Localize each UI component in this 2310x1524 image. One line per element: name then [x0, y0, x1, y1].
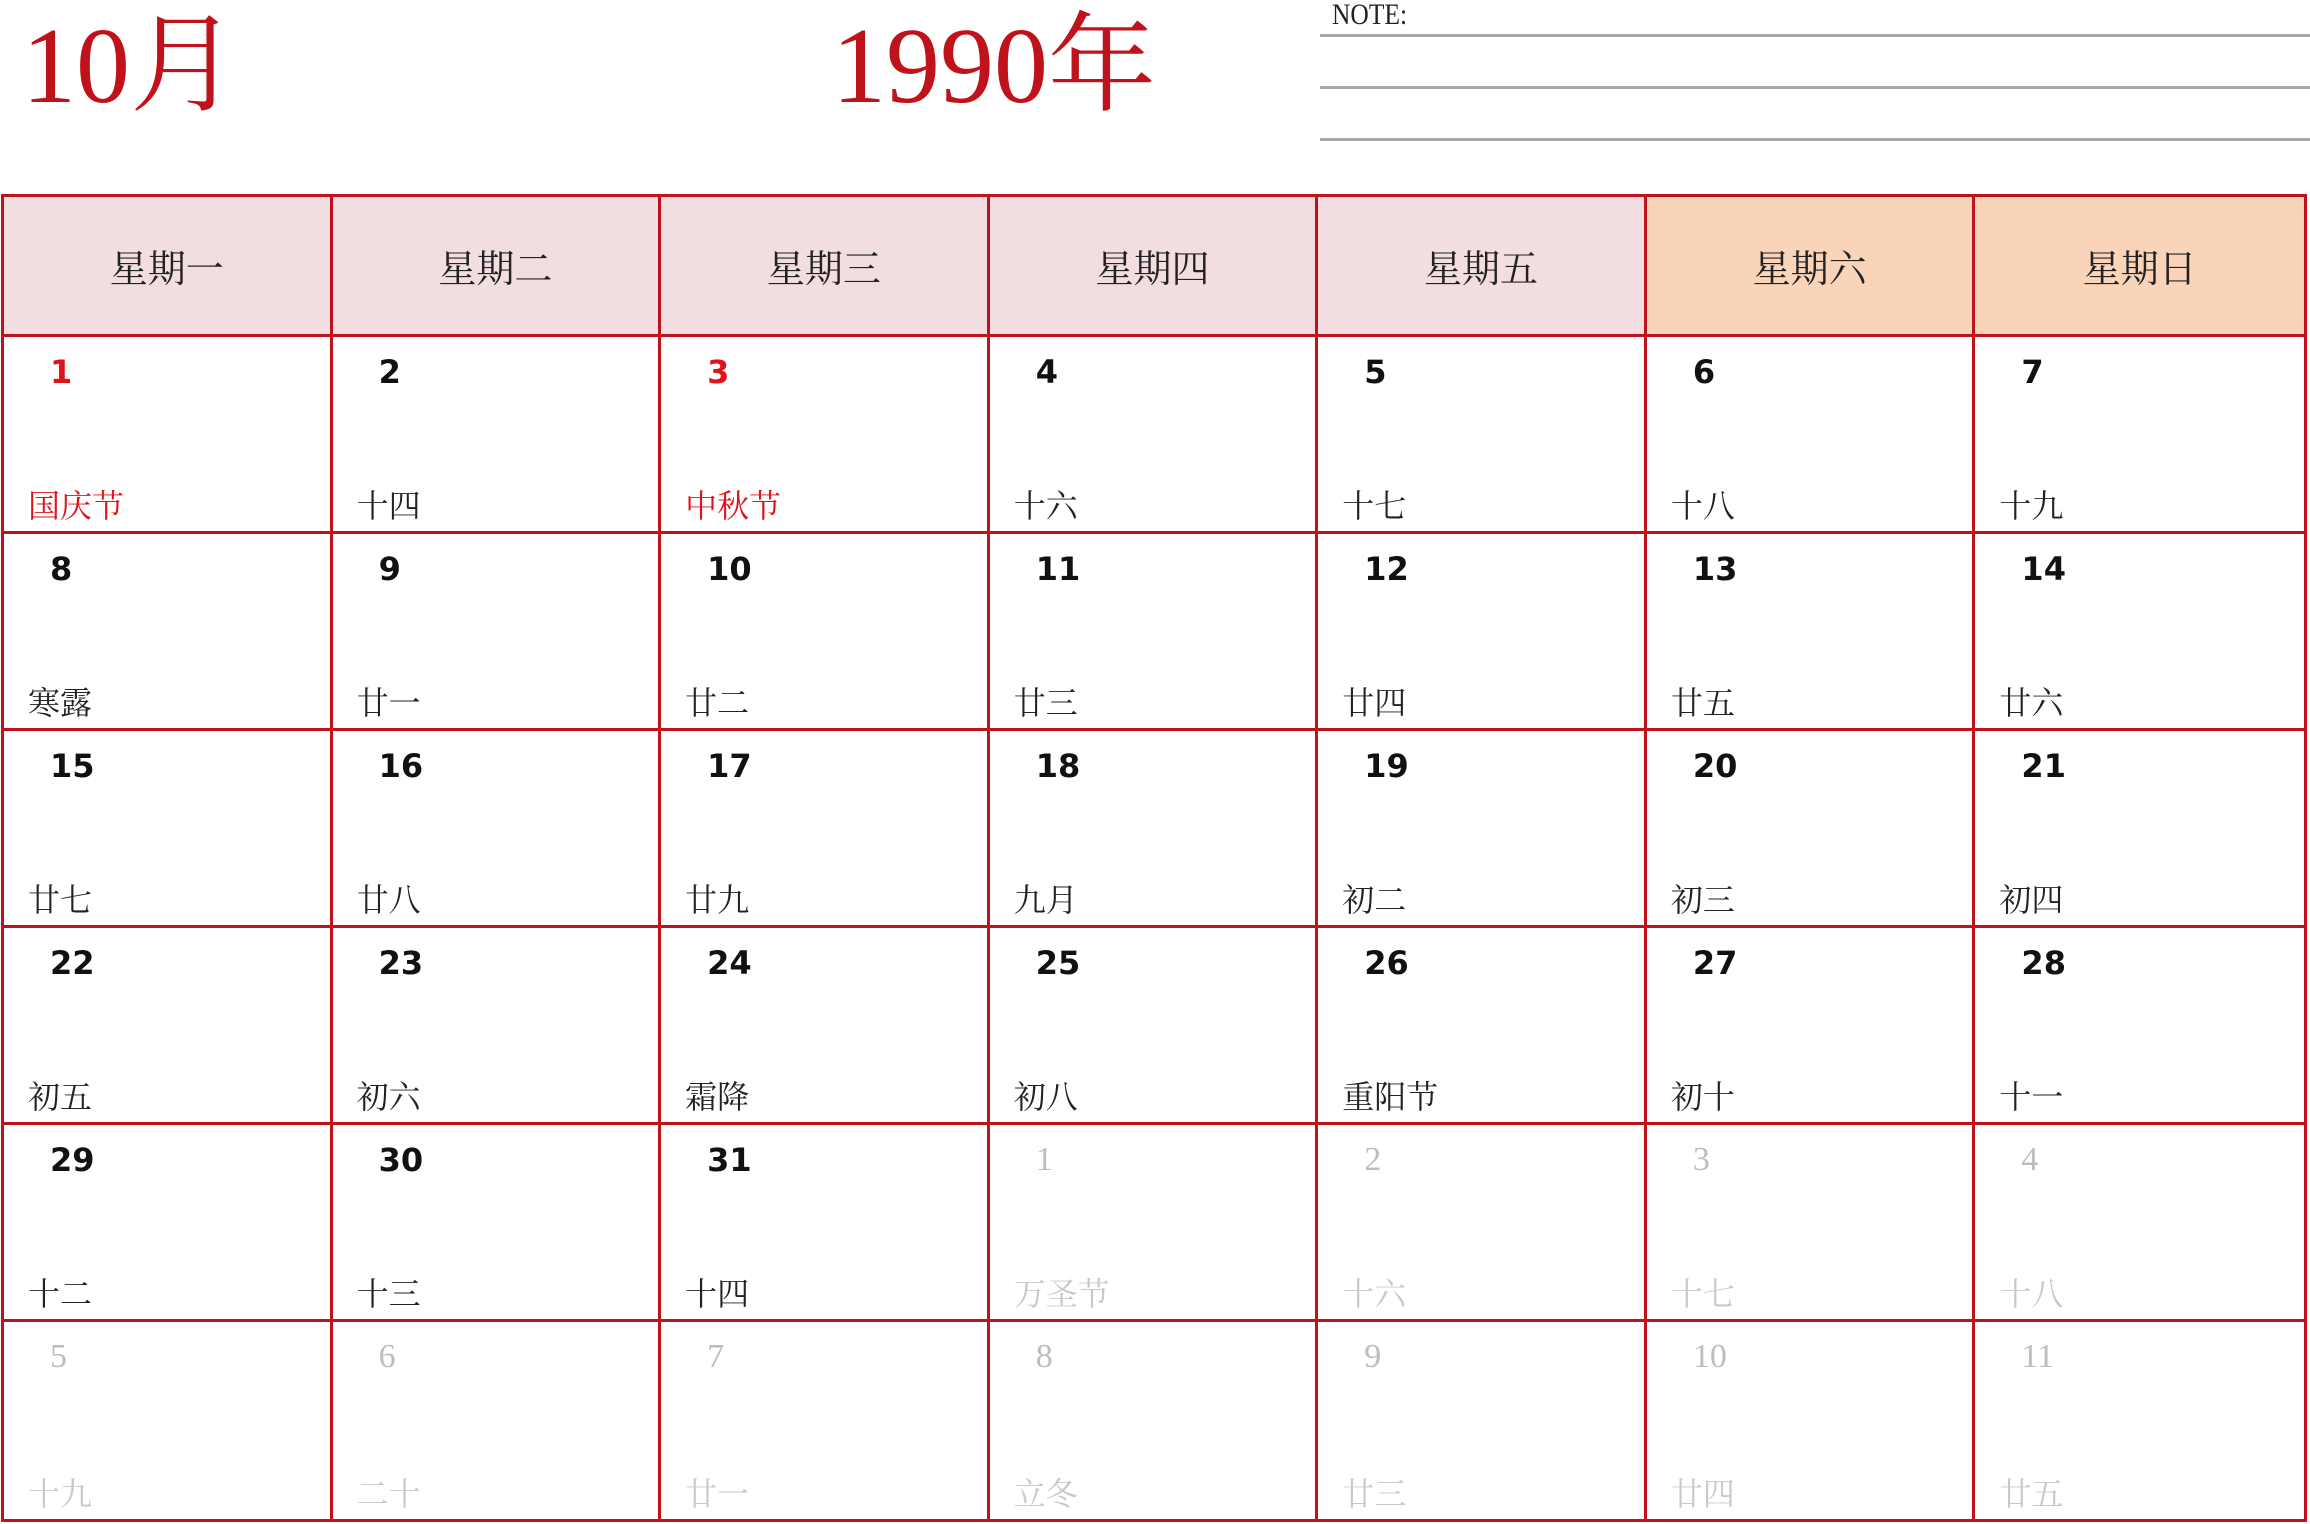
lunar-label: 九月 [1013, 881, 1078, 919]
lunar-label: 廿三 [1013, 684, 1078, 722]
day-number: 13 [1692, 550, 1738, 588]
weekday-header: 星期六 [1647, 197, 1976, 337]
note-line[interactable] [1320, 34, 2310, 37]
day-cell[interactable] [333, 534, 662, 731]
day-cell[interactable] [1647, 928, 1976, 1125]
note-area [1320, 0, 2310, 140]
day-cell[interactable] [333, 1125, 662, 1322]
day-cell[interactable] [1975, 534, 2304, 731]
day-number: 1 [50, 353, 73, 391]
day-cell[interactable] [661, 731, 990, 928]
lunar-label: 初十 [1670, 1078, 1735, 1116]
lunar-label: 初二 [1342, 881, 1407, 919]
year-title: 1990年 [832, 7, 1157, 126]
day-number: 2 [378, 353, 401, 391]
day-number: 23 [378, 944, 424, 982]
weekday-header: 星期三 [661, 197, 990, 337]
day-number: 2 [1364, 1141, 1382, 1178]
day-cell[interactable] [1975, 1322, 2304, 1519]
lunar-label: 重阳节 [1342, 1078, 1439, 1116]
day-cell[interactable] [990, 534, 1319, 731]
lunar-label: 十八 [1999, 1275, 2064, 1313]
note-line[interactable] [1320, 138, 2310, 141]
month-title: 10月 [22, 7, 239, 126]
day-number: 17 [707, 747, 752, 785]
day-cell[interactable] [4, 731, 333, 928]
lunar-label: 十三 [356, 1275, 421, 1313]
lunar-label: 初五 [28, 1078, 93, 1116]
lunar-label: 廿三 [1342, 1475, 1407, 1513]
lunar-label: 十四 [685, 1275, 750, 1313]
day-cell[interactable] [661, 534, 990, 731]
day-number: 1 [1035, 1141, 1053, 1178]
weekday-header: 星期一 [4, 197, 333, 337]
weekday-header: 星期二 [333, 197, 662, 337]
day-cell[interactable] [1975, 731, 2304, 928]
day-cell[interactable] [1318, 1322, 1647, 1519]
day-cell[interactable] [990, 731, 1319, 928]
day-cell[interactable] [1318, 337, 1647, 534]
day-number: 9 [1364, 1338, 1382, 1375]
day-cell[interactable] [333, 1322, 662, 1519]
day-cell[interactable] [1318, 928, 1647, 1125]
day-cell[interactable] [4, 928, 333, 1125]
lunar-label: 十九 [1999, 487, 2064, 525]
day-cell[interactable] [990, 1322, 1319, 1519]
lunar-label: 寒露 [28, 684, 93, 722]
day-number: 10 [1692, 1338, 1727, 1375]
day-cell[interactable] [4, 1322, 333, 1519]
day-cell[interactable] [1318, 1125, 1647, 1322]
day-number: 18 [1035, 747, 1081, 785]
lunar-label: 十六 [1342, 1275, 1407, 1313]
note-label: NOTE: [1332, 0, 1408, 31]
lunar-label: 国庆节 [28, 487, 125, 525]
day-cell[interactable] [1647, 337, 1976, 534]
day-number: 11 [1035, 550, 1081, 588]
day-cell[interactable] [990, 928, 1319, 1125]
day-number: 6 [378, 1338, 396, 1375]
lunar-label: 廿一 [356, 684, 421, 722]
lunar-label: 中秋节 [685, 487, 782, 525]
lunar-label: 初六 [356, 1078, 421, 1116]
day-number: 30 [378, 1141, 424, 1179]
lunar-label: 廿七 [28, 881, 93, 919]
day-cell[interactable] [661, 337, 990, 534]
lunar-label: 十七 [1342, 487, 1407, 525]
day-cell[interactable] [333, 731, 662, 928]
day-cell[interactable] [333, 928, 662, 1125]
lunar-label: 廿九 [685, 881, 750, 919]
day-number: 8 [50, 550, 73, 588]
lunar-label: 廿六 [1999, 684, 2064, 722]
day-number: 3 [1692, 1141, 1710, 1178]
day-cell[interactable] [1318, 534, 1647, 731]
lunar-label: 十二 [28, 1275, 93, 1313]
day-number: 29 [50, 1141, 95, 1179]
day-number: 10 [707, 550, 752, 588]
day-cell[interactable] [990, 1125, 1319, 1322]
day-cell[interactable] [333, 337, 662, 534]
day-number: 27 [1692, 944, 1738, 982]
day-number: 12 [1364, 550, 1409, 588]
lunar-label: 初三 [1670, 881, 1735, 919]
day-number: 19 [1364, 747, 1409, 785]
day-cell[interactable] [661, 928, 990, 1125]
day-cell[interactable] [4, 337, 333, 534]
lunar-label: 立冬 [1013, 1475, 1078, 1513]
lunar-label: 廿一 [685, 1475, 750, 1513]
day-number: 4 [2021, 1141, 2039, 1178]
day-cell[interactable] [1647, 1125, 1976, 1322]
day-cell[interactable] [1975, 1125, 2304, 1322]
lunar-label: 二十 [356, 1475, 421, 1513]
lunar-label: 十四 [356, 487, 421, 525]
day-number: 4 [1035, 353, 1058, 391]
day-number: 6 [1692, 353, 1716, 391]
lunar-label: 廿五 [1999, 1475, 2064, 1513]
day-number: 7 [707, 1338, 725, 1375]
lunar-label: 初八 [1013, 1078, 1078, 1116]
lunar-label: 十七 [1670, 1275, 1735, 1313]
day-number: 20 [1692, 747, 1738, 785]
lunar-label: 霜降 [685, 1078, 750, 1116]
day-cell[interactable] [1647, 731, 1976, 928]
day-cell[interactable] [990, 337, 1319, 534]
day-cell[interactable] [4, 534, 333, 731]
day-cell[interactable] [1975, 337, 2304, 534]
note-line[interactable] [1320, 86, 2310, 89]
day-number: 16 [378, 747, 424, 785]
day-number: 21 [2021, 747, 2066, 785]
day-number: 8 [1035, 1338, 1053, 1375]
day-cell[interactable] [1975, 928, 2304, 1125]
lunar-label: 十六 [1013, 487, 1078, 525]
day-number: 25 [1035, 944, 1081, 982]
day-cell[interactable] [661, 1125, 990, 1322]
day-number: 11 [2021, 1338, 2055, 1375]
lunar-label: 万圣节 [1013, 1275, 1110, 1313]
day-cell[interactable] [661, 1322, 990, 1519]
lunar-label: 初四 [1999, 881, 2064, 919]
day-number: 24 [707, 944, 752, 982]
day-cell[interactable] [1647, 1322, 1976, 1519]
weekday-header: 星期五 [1318, 197, 1647, 337]
day-number: 22 [50, 944, 95, 982]
lunar-label: 十八 [1670, 487, 1735, 525]
day-number: 26 [1364, 944, 1409, 982]
day-number: 14 [2021, 550, 2066, 588]
lunar-label: 廿八 [356, 881, 421, 919]
day-number: 15 [50, 747, 95, 785]
lunar-label: 十一 [1999, 1078, 2064, 1116]
lunar-label: 廿五 [1670, 684, 1735, 722]
calendar-grid [1, 194, 2307, 1522]
weekday-header: 星期四 [990, 197, 1319, 337]
lunar-label: 廿二 [685, 684, 750, 722]
lunar-label: 十九 [28, 1475, 93, 1513]
day-number: 28 [2021, 944, 2066, 982]
day-number: 9 [378, 550, 401, 588]
day-number: 5 [1364, 353, 1387, 391]
day-number: 7 [2021, 353, 2044, 391]
day-cell[interactable] [1647, 534, 1976, 731]
day-number: 31 [707, 1141, 752, 1179]
lunar-label: 廿四 [1670, 1475, 1735, 1513]
day-number: 5 [50, 1338, 67, 1375]
day-cell[interactable] [4, 1125, 333, 1322]
day-cell[interactable] [1318, 731, 1647, 928]
weekday-header: 星期日 [1975, 197, 2304, 337]
day-number: 3 [707, 353, 730, 391]
lunar-label: 廿四 [1342, 684, 1407, 722]
